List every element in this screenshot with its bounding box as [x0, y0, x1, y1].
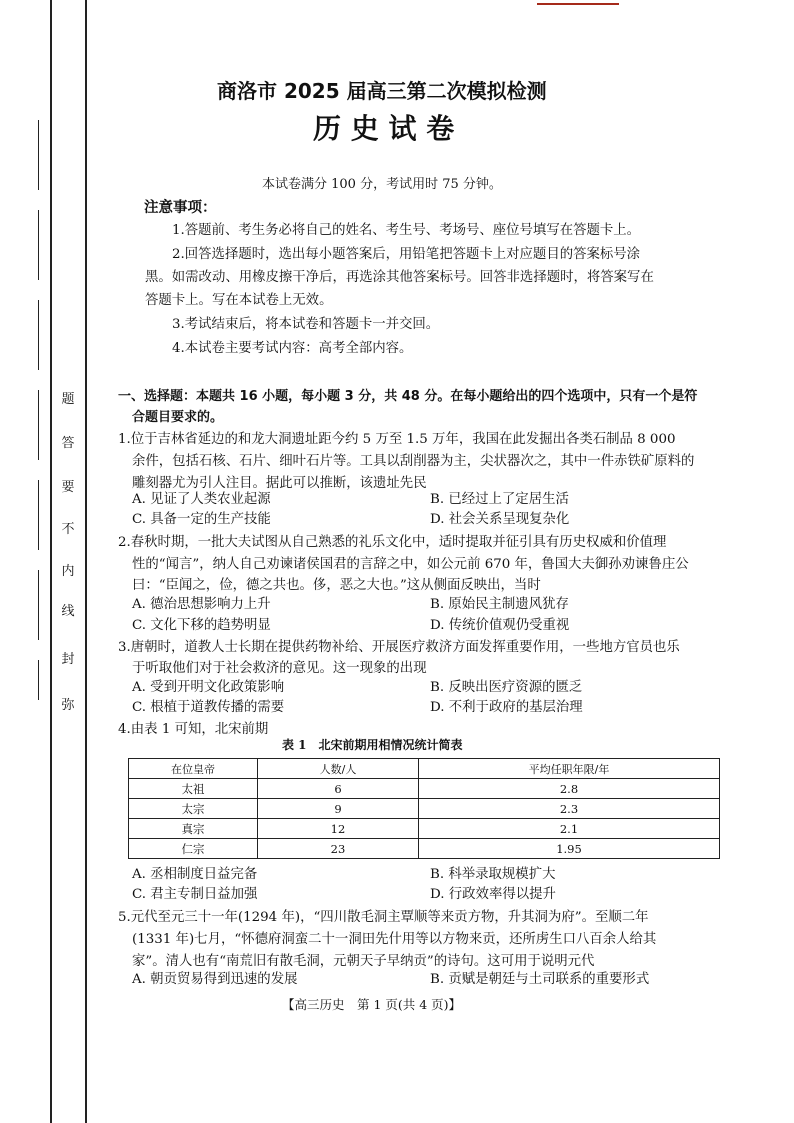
- table-caption: 表 1 北宋前期用相情况统计简表: [282, 738, 463, 752]
- notice-line: 3.考试结束后，将本试卷和答题卡一并交回。: [172, 317, 440, 332]
- question-text: 家”。清人也有“南荒旧有散毛洞，元朝天子早纳贡”的诗句。这可用于说明元代: [132, 954, 595, 969]
- notice-heading: 注意事项：: [144, 200, 217, 216]
- cell: 2.1: [419, 819, 720, 839]
- seal-char: 弥: [61, 698, 75, 713]
- cell: 23: [258, 839, 419, 859]
- question-text: 余件，包括石核、石片、细叶石片等。工具以刮削器为主，尖状器次之，其中一件赤铁矿原料的: [132, 454, 695, 469]
- seal-char: 答: [61, 436, 75, 451]
- notice-line: 4.本试卷主要考试内容：高考全部内容。: [172, 341, 413, 356]
- question-text: 4.由表 1 可知，北宋前期: [118, 722, 269, 737]
- question-text: (1331 年)七月，“怀德府洞蛮二十一洞田先什用等以方物来贡，还所虏生口八百余人给其: [132, 932, 657, 947]
- option-a: A. 丞相制度日益完备: [132, 867, 258, 882]
- option-a: A. 受到开明文化政策影响: [132, 680, 285, 695]
- option-c: C. 根植于道教传播的需要: [132, 700, 285, 715]
- page-footer: 【高三历史 第 1 页(共 4 页)】: [282, 997, 462, 1012]
- table-row: [129, 779, 720, 799]
- option-b: B. 科举录取规模扩大: [430, 867, 556, 882]
- cell: 2.3: [419, 799, 720, 819]
- option-b: B. 反映出医疗资源的匮乏: [430, 680, 583, 695]
- cell: 太祖: [129, 779, 258, 799]
- option-a: A. 见证了人类农业起源: [132, 492, 271, 507]
- option-d: D. 社会关系呈现复杂化: [430, 512, 570, 527]
- subject-title: 历 史 试 卷: [313, 112, 455, 145]
- option-d: D. 不利于政府的基层治理: [430, 700, 583, 715]
- question-text: 3.唐朝时，道教人士长期在提供药物补给、开展医疗救济方面发挥重要作用，一些地方官员也乐: [118, 640, 680, 655]
- section-heading: 合题目要求的。: [132, 410, 224, 425]
- option-a: A. 德治思想影响力上升: [132, 597, 271, 612]
- notice-line: 黑。如需改动、用橡皮擦干净后，再选涂其他答案标号。回答非选择题时，将答案写在: [145, 270, 654, 285]
- section-heading: 一、选择题：本题共 16 小题，每小题 3 分，共 48 分。在每小题给出的四个选项中，只有一个是符: [118, 389, 698, 404]
- table-row: [129, 819, 720, 839]
- question-text: 1.位于吉林省延边的和龙大洞遗址距今约 5 万至 1.5 万年，我国在此发掘出各类石制品 8 000: [118, 432, 676, 447]
- notice-line: 1.答题前、考生务必将自己的姓名、考生号、考场号、座位号填写在答题卡上。: [172, 223, 641, 238]
- seal-char: 线: [61, 604, 75, 619]
- seal-char: 封: [61, 652, 75, 667]
- option-c: C. 文化下移的趋势明显: [132, 618, 271, 633]
- cell: 真宗: [129, 819, 258, 839]
- margin-line-outer: [50, 0, 52, 1123]
- option-b: B. 贡赋是朝廷与土司联系的重要形式: [430, 972, 650, 987]
- cell: 太宗: [129, 799, 258, 819]
- option-b: B. 已经过上了定居生活: [430, 492, 569, 507]
- seal-char: 内: [61, 564, 75, 579]
- seal-char: 要: [61, 480, 75, 495]
- option-d: D. 行政效率得以提升: [430, 887, 556, 902]
- question-text: 5.元代至元三十一年(1294 年)，“四川散毛洞主覃顺等来贡方物，升其洞为府”。至顺二年: [118, 910, 649, 925]
- option-d: D. 传统价值观仍受重视: [430, 618, 570, 633]
- seal-char: 不: [61, 522, 75, 537]
- data-table: [128, 758, 720, 859]
- table-header-row: [129, 759, 720, 779]
- option-b: B. 原始民主制遗风犹存: [430, 597, 569, 612]
- column-header: 平均任职年限/年: [419, 759, 720, 779]
- question-text: 于听取他们对于社会救济的意见。这一现象的出现: [132, 661, 427, 676]
- option-c: C. 具备一定的生产技能: [132, 512, 271, 527]
- cell: 6: [258, 779, 419, 799]
- seal-char: 题: [61, 392, 75, 407]
- column-header: 在位皇帝: [129, 759, 258, 779]
- option-a: A. 朝贡贸易得到迅速的发展: [132, 972, 298, 987]
- cell: 2.8: [419, 779, 720, 799]
- cell: 仁宗: [129, 839, 258, 859]
- option-c: C. 君主专制日益加强: [132, 887, 258, 902]
- question-text: 性的“闻言”，纳人自己劝谏诸侯国君的言辞之中，如公元前 670 年，鲁国大夫御孙劝谏鲁庄公: [132, 557, 689, 572]
- margin-line-inner: [85, 0, 87, 1123]
- table-row: [129, 839, 720, 859]
- red-mark: [537, 3, 619, 5]
- question-text: 2.春秋时期，一批大夫试图从自己熟悉的礼乐文化中，适时提取并征引具有历史权威和价值理: [118, 535, 667, 550]
- cell: 1.95: [419, 839, 720, 859]
- cell: 12: [258, 819, 419, 839]
- question-text: 雕刻器尤为引人注目。据此可以推断，该遗址先民: [132, 476, 427, 491]
- cell: 9: [258, 799, 419, 819]
- exam-info: 本试卷满分 100 分，考试用时 75 分钟。: [262, 177, 502, 192]
- margin-dashed-line: [38, 120, 39, 700]
- notice-line: 2.回答选择题时，选出每小题答案后，用铅笔把答题卡上对应题目的答案标号涂: [172, 247, 641, 262]
- exam-title: 商洛市 2025 届高三第二次模拟检测: [217, 79, 547, 103]
- table-row: [129, 799, 720, 819]
- notice-line: 答题卡上。写在本试卷上无效。: [145, 293, 333, 308]
- column-header: 人数/人: [258, 759, 419, 779]
- question-text: 曰：“臣闻之，俭，德之共也。侈，恶之大也。”这从侧面反映出，当时: [132, 578, 541, 593]
